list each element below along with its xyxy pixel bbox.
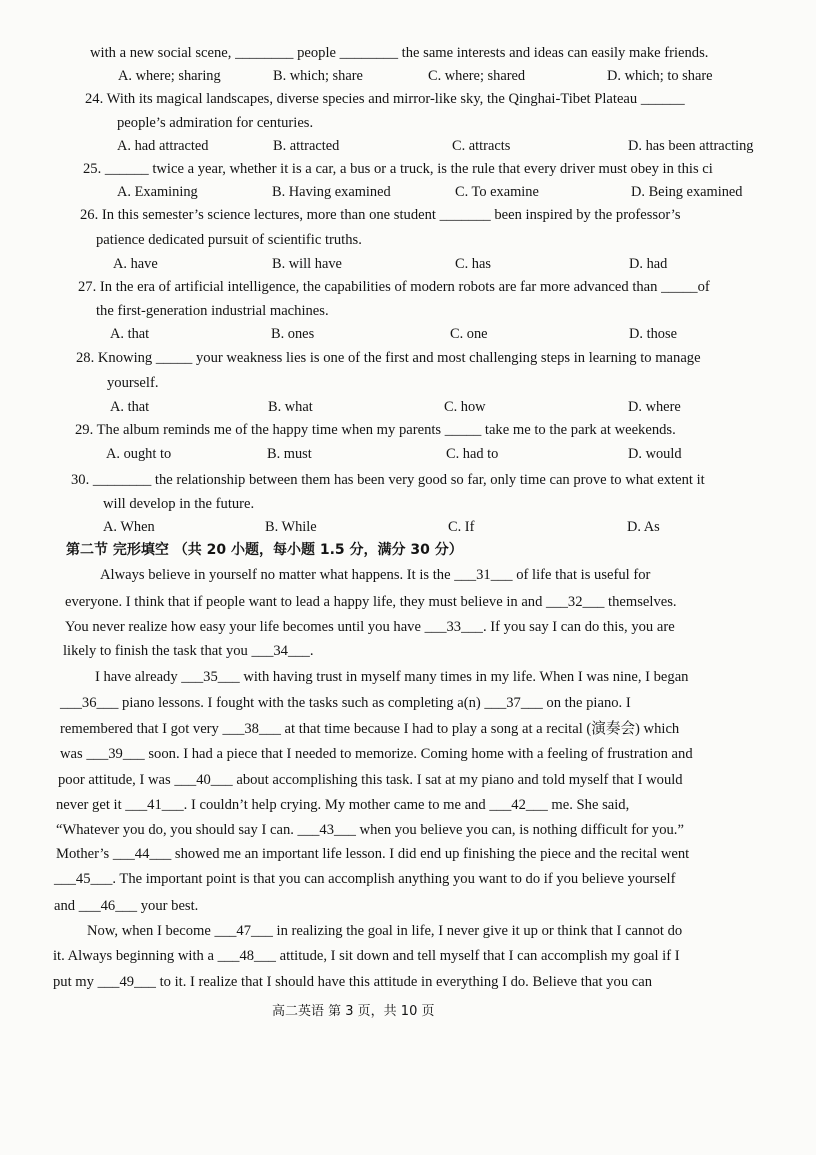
q25-option-a: A. Examining [117,184,198,200]
q29-line1: 29. The album reminds me of the happy time when my parents _____ take me to the park at weekends. [75,422,676,438]
q29-option-b: B. must [267,446,312,462]
q26-line1: 26. In this semester’s science lectures, more than one student _______ been inspired by the professor’s [80,207,681,223]
q30-option-b: B. While [265,519,317,535]
q23-option-a: A. where; sharing [118,68,221,84]
cloze-line-16: it. Always beginning with a ___48___ attitude, I sit down and tell myself that I can accomplish my goal if I [53,948,680,964]
cloze-line-12: Mother’s ___44___ showed me an important life lesson. I did end up finishing the piece and the recital went [56,846,690,862]
q23-option-d: D. which; to share [607,68,713,84]
q26-option-b: B. will have [272,256,342,272]
q23-option-b: B. which; share [273,68,363,84]
q26-option-c: C. has [455,256,491,272]
q26-option-a: A. have [113,256,158,272]
section-title-cloze: 第二节 完形填空 （共 20 小题，每小题 1.5 分，满分 30 分） [66,542,463,558]
cloze-line-3: You never realize how easy your life becomes until you have ___33___. If you say I can do this, you are [65,619,675,635]
q24-option-b: B. attracted [273,138,340,154]
q27-option-a: A. that [110,326,150,342]
q27-option-c: C. one [450,326,488,342]
q30-option-a: A. When [103,519,155,535]
q29-option-a: A. ought to [106,446,172,462]
q24-line2: people’s admiration for centuries. [117,115,314,131]
cloze-line-2: everyone. I think that if people want to lead a happy life, they must believe in and ___32___ themselves. [65,594,677,610]
q30-line2: will develop in the future. [103,496,255,512]
cloze-line-7: remembered that I got very ___38___ at that time because I had to play a song at a recital (演奏会) which [60,721,680,737]
q27-line1: 27. In the era of artificial intelligence, the capabilities of modern robots are far more advanced than _____of [78,279,710,295]
cloze-line-5: I have already ___35___ with having trust in myself many times in my life. When I was nine, I began [95,669,689,685]
q30-option-d: D. As [627,519,660,535]
q28-line1: 28. Knowing _____ your weakness lies is one of the first and most challenging steps in learning to manage [76,350,701,366]
cloze-line-13: ___45___. The important point is that you can accomplish anything you want to do if you believe yourself [54,871,676,887]
cloze-line-17: put my ___49___ to it. I realize that I should have this attitude in everything I do. Believe that you can [53,974,653,990]
q27-line2: the first-generation industrial machines. [96,303,329,319]
q25-option-b: B. Having examined [272,184,391,200]
cloze-line-6: ___36___ piano lessons. I fought with the tasks such as completing a(n) ___37___ on the piano. I [60,695,631,711]
q27-option-d: D. those [629,326,677,342]
q25-line1: 25. ______ twice a year, whether it is a car, a bus or a truck, is the rule that every driver must obey in this ci [83,161,713,177]
q28-option-a: A. that [110,399,150,415]
cloze-line-15: Now, when I become ___47___ in realizing the goal in life, I never give it up or think that I cannot do [87,923,683,939]
cloze-line-9: poor attitude, I was ___40___ about accomplishing this task. I sat at my piano and told myself that I would [58,772,683,788]
page-footer: 高二英语 第 3 页，共 10 页 [272,1004,435,1019]
q28-option-c: C. how [444,399,486,415]
q26-line2: patience dedicated pursuit of scientific truths. [96,232,362,248]
q28-line2: yourself. [107,375,159,391]
q24-option-d: D. has been attracting [628,138,754,154]
q29-option-d: D. would [628,446,682,462]
cloze-line-4: likely to finish the task that you ___34___. [63,643,314,659]
q25-option-d: D. Being examined [631,184,743,200]
cloze-line-11: “Whatever you do, you should say I can. ___43___ when you believe you can, is nothing difficult for you.” [56,822,684,838]
q23-line1: with a new social scene, ________ people ________ the same interests and ideas can easily make friends. [90,45,709,61]
q28-option-b: B. what [268,399,313,415]
q24-option-a: A. had attracted [117,138,209,154]
q30-line1: 30. ________ the relationship between them has been very good so far, only time can prove to what extent it [71,472,705,488]
q24-option-c: C. attracts [452,138,511,154]
q23-option-c: C. where; shared [428,68,526,84]
q25-option-c: C. To examine [455,184,539,200]
q30-option-c: C. If [448,519,475,535]
cloze-line-8: was ___39___ soon. I had a piece that I needed to memorize. Coming home with a feeling of frustration and [60,746,693,762]
q24-line1: 24. With its magical landscapes, diverse species and mirror-like sky, the Qinghai-Tibet Plateau ______ [85,91,685,107]
cloze-line-14: and ___46___ your best. [54,898,199,914]
cloze-line-1: Always believe in yourself no matter what happens. It is the ___31___ of life that is useful for [100,567,651,583]
q26-option-d: D. had [629,256,668,272]
q29-option-c: C. had to [446,446,499,462]
q28-option-d: D. where [628,399,681,415]
cloze-line-10: never get it ___41___. I couldn’t help crying. My mother came to me and ___42___ me. She said, [56,797,630,813]
q27-option-b: B. ones [271,326,315,342]
